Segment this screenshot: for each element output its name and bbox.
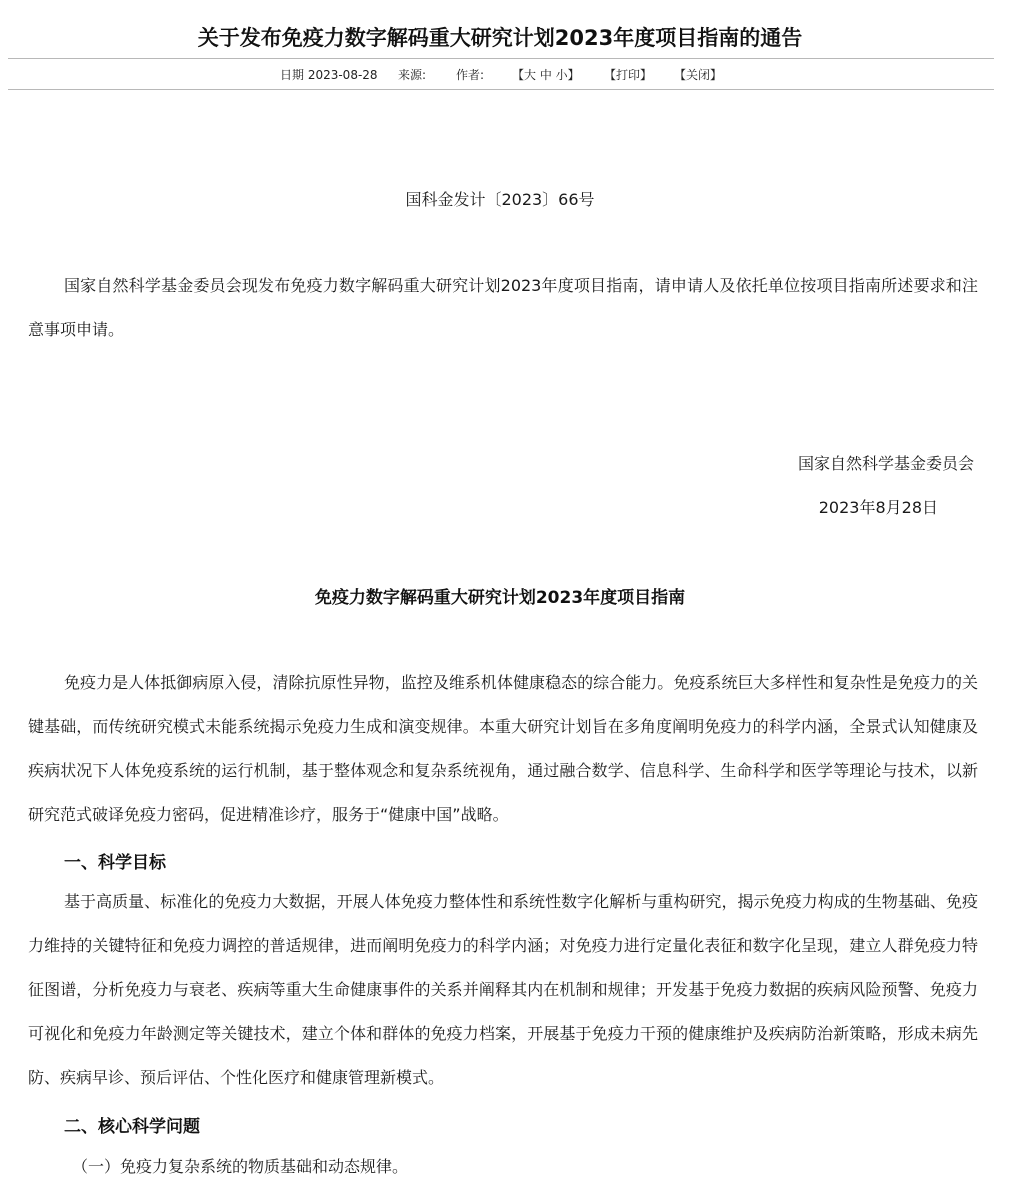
section-heading-core-questions: 二、核心科学问题 <box>64 1117 200 1137</box>
sign-date: 2023年8月28日 <box>818 498 938 517</box>
source-label: 来源: <box>398 68 427 82</box>
article-meta-bar <box>0 66 1000 84</box>
header-divider-bottom <box>8 89 994 90</box>
publish-date: 日期 2023-08-28 <box>280 68 378 82</box>
author-label: 作者: <box>456 68 485 82</box>
signer-organization: 国家自然科学基金委员会 <box>797 454 974 473</box>
font-size-switcher[interactable]: 【大 中 小】 <box>512 68 580 82</box>
guide-title: 免疫力数字解码重大研究计划2023年度项目指南 <box>314 588 686 608</box>
intro-paragraph: 国家自然科学基金委员会现发布免疫力数字解码重大研究计划2023年度项目指南，请申请人及依托单位按项目指南所述要求和注意事项申请。 <box>28 276 978 339</box>
header-divider-top <box>8 58 994 59</box>
document-number: 国科金发计〔2023〕66号 <box>405 190 595 209</box>
core-question-item-1: （一）免疫力复杂系统的物质基础和动态规律。 <box>72 1157 409 1176</box>
page-title: 关于发布免疫力数字解码重大研究计划2023年度项目指南的通告 <box>197 26 803 50</box>
print-link[interactable]: 【打印】 <box>604 68 653 82</box>
section-heading-goals: 一、科学目标 <box>64 853 166 873</box>
overview-paragraph: 免疫力是人体抵御病原入侵，清除抗原性异物，监控及维系机体健康稳态的综合能力。免疫系统巨大多样性和复杂性是免疫力的关键基础，而传统研究模式未能系统揭示免疫力生成和演变规律。本重大研究计划旨在多角度阐明免疫力的科学内涵，全景式认知健康及疾病状况下人体免疫系统的运行机制，基于整体观念和复杂系统视角，通过融合数学、信息科学、生命科学和医学等理论与技术，以新研究范式破译免疫力密码，促进精准诊疗，服务于“健康中国”战略。 <box>28 673 978 824</box>
close-link[interactable]: 【关闭】 <box>674 68 723 82</box>
goals-paragraph: 基于高质量、标准化的免疫力大数据，开展人体免疫力整体性和系统性数字化解析与重构研究，揭示免疫力构成的生物基础、免疫力维持的关键特征和免疫力调控的普适规律，进而阐明免疫力的科学内涵；对免疫力进行定量化表征和数字化呈现，建立人群免疫力特征图谱，分析免疫力与衰老、疾病等重大生命健康事件的关系并阐释其内在机制和规律；开发基于免疫力数据的疾病风险预警、免疫力可视化和免疫力年龄测定等关键技术，建立个体和群体的免疫力档案，开展基于免疫力干预的健康维护及疾病防治新策略，形成未病先防、疾病早诊、预后评估、个性化医疗和健康管理新模式。 <box>28 892 978 1087</box>
